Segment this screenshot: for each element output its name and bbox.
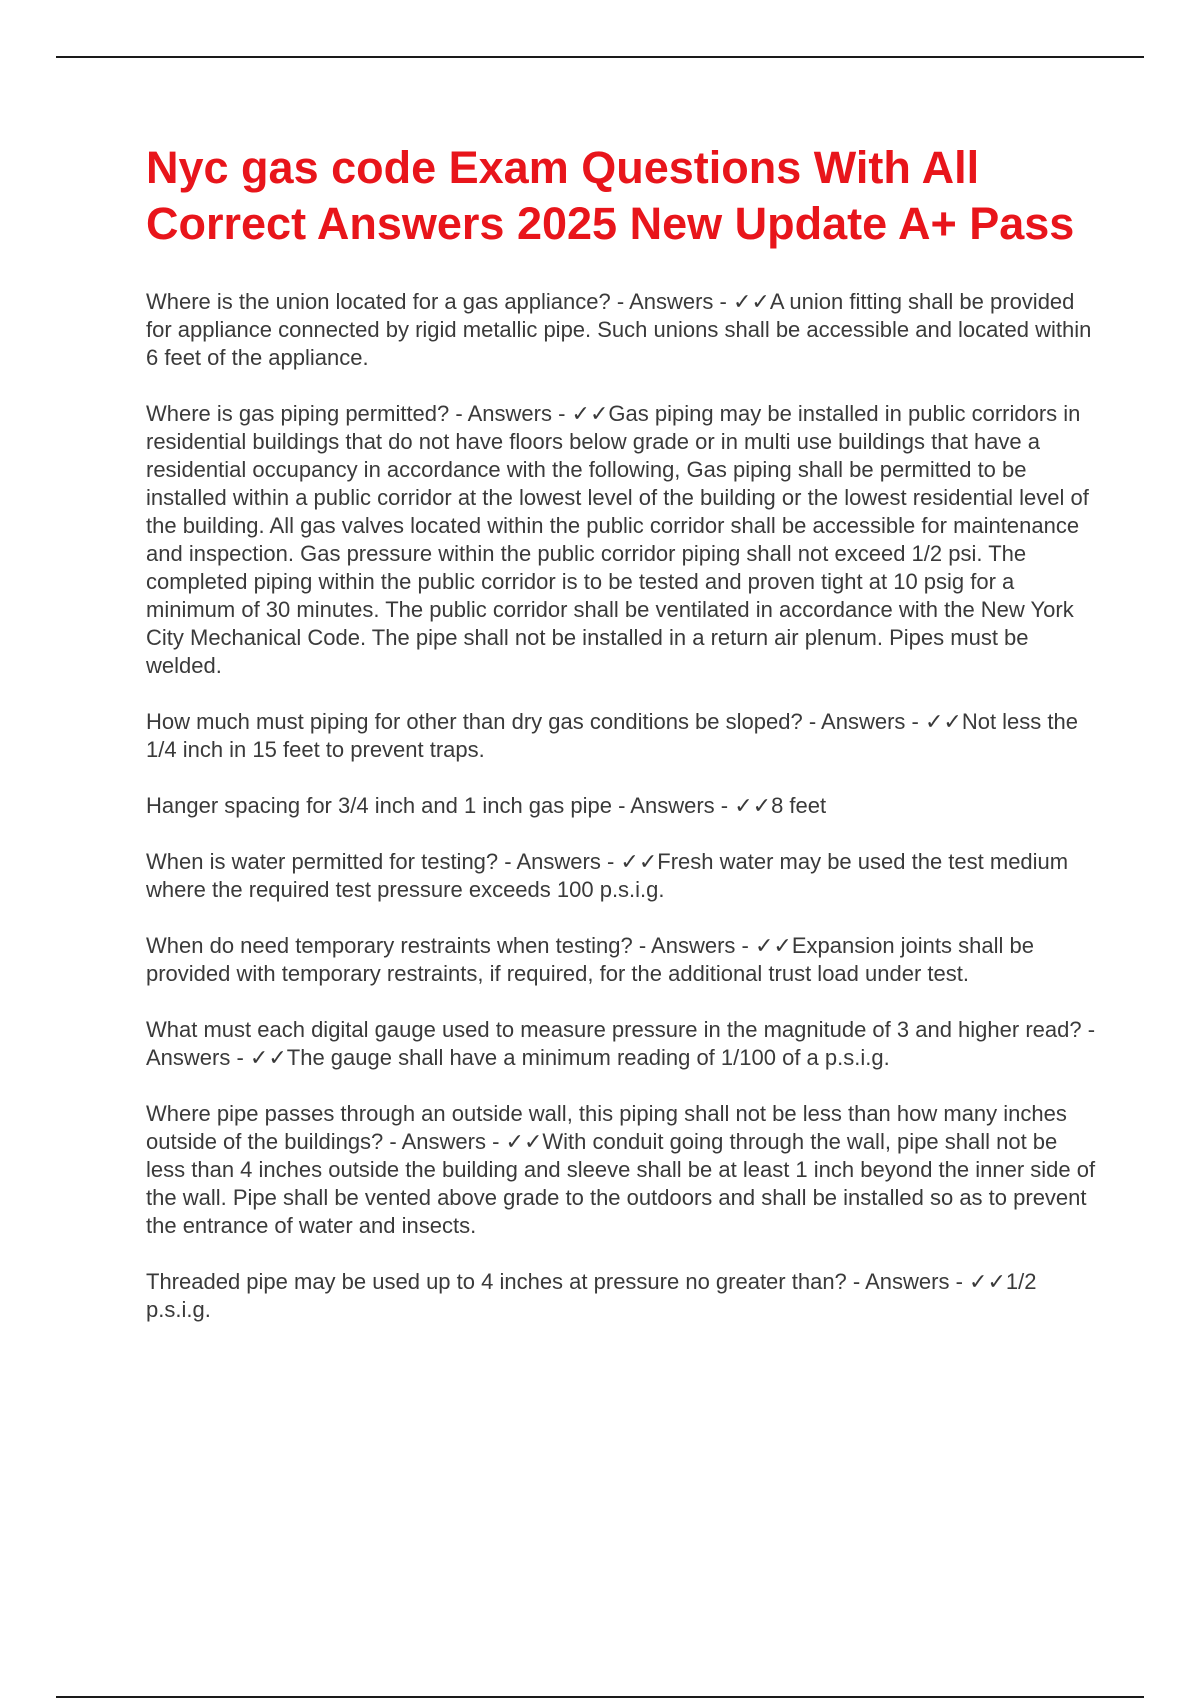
bottom-rule [56,1696,1144,1698]
qa-item-union-location: Where is the union located for a gas appliance? - Answers - ✓✓A union fitting shall be provided for appliance connected by rigid metallic pipe. Such unions shall be accessible and located within 6 feet of the appliance. [146,289,1092,370]
qa-item-outside-wall: Where pipe passes through an outside wall, this piping shall not be less than how many inches outside of the buildings? - Answers - ✓✓With conduit going through the wall, pipe shall not be less than 4 inches outside the building and sleeve shall be at least 1 inch beyond the inner side of the wall. Pipe shall be vented above grade to the outdoors and shall be installed so as to prevent the entrance of water and insects. [146,1101,1096,1238]
qa-item-hanger-spacing: Hanger spacing for 3/4 inch and 1 inch gas pipe - Answers - ✓✓8 feet [146,793,827,818]
document-title: Nyc gas code Exam Questions With All Correct Answers 2025 New Update A+ Pass [146,142,1075,249]
document-page [146,140,1096,1352]
qa-item-temporary-restraints: When do need temporary restraints when testing? - Answers - ✓✓Expansion joints shall be provided with temporary restraints, if required, for the additional trust load under test. [146,933,1034,986]
qa-list [146,288,1096,1324]
top-rule [56,56,1144,58]
qa-item-gas-piping-permitted: Where is gas piping permitted? - Answers - ✓✓Gas piping may be installed in public corridors in residential buildings that do not have floors below grade or in multi use buildings that have a residential occupancy in accordance with the following, Gas piping shall be permitted to be installed within a public corridor at the lowest level of the building or the lowest residential level of the building. All gas valves located within the public corridor shall be accessible for maintenance and inspection. Gas pressure within the public corridor piping shall not exceed 1/2 psi. The completed piping within the public corridor is to be tested and proven tight at 10 psig for a minimum of 30 minutes. The public corridor shall be ventilated in accordance with the New York City Mechanical Code. The pipe shall not be installed in a return air plenum. Pipes must be welded. [146,401,1089,678]
qa-item-threaded-pipe: Threaded pipe may be used up to 4 inches at pressure no greater than? - Answers - ✓✓1/2 p.s.i.g. [146,1269,1037,1322]
qa-item-piping-slope: How much must piping for other than dry gas conditions be sloped? - Answers - ✓✓Not less the 1/4 inch in 15 feet to prevent traps. [146,709,1078,762]
qa-item-water-testing: When is water permitted for testing? - Answers - ✓✓Fresh water may be used the test medium where the required test pressure exceeds 100 p.s.i.g. [146,849,1069,902]
qa-item-digital-gauge: What must each digital gauge used to measure pressure in the magnitude of 3 and higher read? - Answers - ✓✓The gauge shall have a minimum reading of 1/100 of a p.s.i.g. [146,1017,1096,1070]
